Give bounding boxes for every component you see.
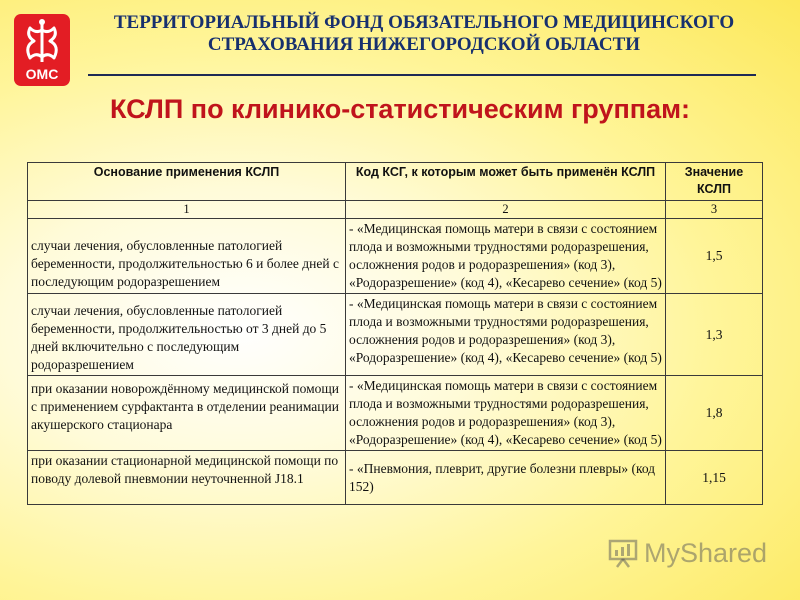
table-header-row xyxy=(28,163,763,201)
page-title: КСЛП по клинико-статистическим группам: xyxy=(109,94,691,124)
column-number: 3 xyxy=(666,201,763,219)
kslp-table xyxy=(27,162,763,505)
value-cell: 1,5 xyxy=(666,219,763,294)
table-row xyxy=(28,219,763,294)
presentation-board-icon xyxy=(608,538,638,568)
codes-cell: - «Медицинская помощь матери в связи с состоянием плода и возможными трудностями родоразрешения, осложнения родов и родоразрешения» (код 3), «Родоразрешение» (код 4), «Кесарево сечение» (код 5) xyxy=(346,376,666,451)
organization-header xyxy=(88,12,760,56)
value-cell: 1,3 xyxy=(666,294,763,376)
caduceus-emblem-icon xyxy=(14,14,70,70)
logo-label: ОМС xyxy=(25,66,59,82)
table-row xyxy=(28,451,763,505)
value-cell: 1,8 xyxy=(666,376,763,451)
column-header-basis: Основание применения КСЛП xyxy=(28,163,346,201)
codes-cell: - «Медицинская помощь матери в связи с состоянием плода и возможными трудностями родоразрешения, осложнения родов и родоразрешения» (код 3), «Родоразрешение» (код 4), «Кесарево сечение» (код 5) xyxy=(346,219,666,294)
codes-cell: - «Пневмония, плеврит, другие болезни плевры» (код 152) xyxy=(346,451,666,505)
column-number-row xyxy=(28,201,763,219)
basis-cell: при оказании стационарной медицинской помощи по поводу долевой пневмонии неуточненной J18.1 xyxy=(28,451,346,505)
basis-cell: при оказании новорождённому медицинской помощи с применением сурфактанта в отделении реанимации акушерского стационара xyxy=(28,376,346,451)
column-number: 1 xyxy=(28,201,346,219)
column-header-codes: Код КСГ, к которым может быть применён КСЛП xyxy=(346,163,666,201)
value-cell: 1,15 xyxy=(666,451,763,505)
watermark xyxy=(608,536,778,570)
codes-cell: - «Медицинская помощь матери в связи с состоянием плода и возможными трудностями родоразрешения, осложнения родов и родоразрешения» (код 3), «Родоразрешение» (код 4), «Кесарево сечение» (код 5) xyxy=(346,294,666,376)
column-number: 2 xyxy=(346,201,666,219)
oms-logo xyxy=(14,14,70,86)
basis-cell: случаи лечения, обусловленные патологией беременности, продолжительностью 6 и более дней с последующим родоразрешением xyxy=(28,219,346,294)
table-row xyxy=(28,376,763,451)
column-header-value: Значение КСЛП xyxy=(666,163,763,201)
header-line-1: ТЕРРИТОРИАЛЬНЫЙ ФОНД ОБЯЗАТЕЛЬНОГО МЕДИЦИНСКОГО xyxy=(113,12,735,33)
header-divider xyxy=(88,74,756,76)
header-line-2: СТРАХОВАНИЯ НИЖЕГОРОДСКОЙ ОБЛАСТИ xyxy=(207,34,641,55)
basis-cell: случаи лечения, обусловленные патологией беременности, продолжительностью от 3 дней до 5 дней включительно с последующим родоразрешением xyxy=(28,294,346,376)
table-row xyxy=(28,294,763,376)
watermark-text: MyShared xyxy=(644,538,768,568)
